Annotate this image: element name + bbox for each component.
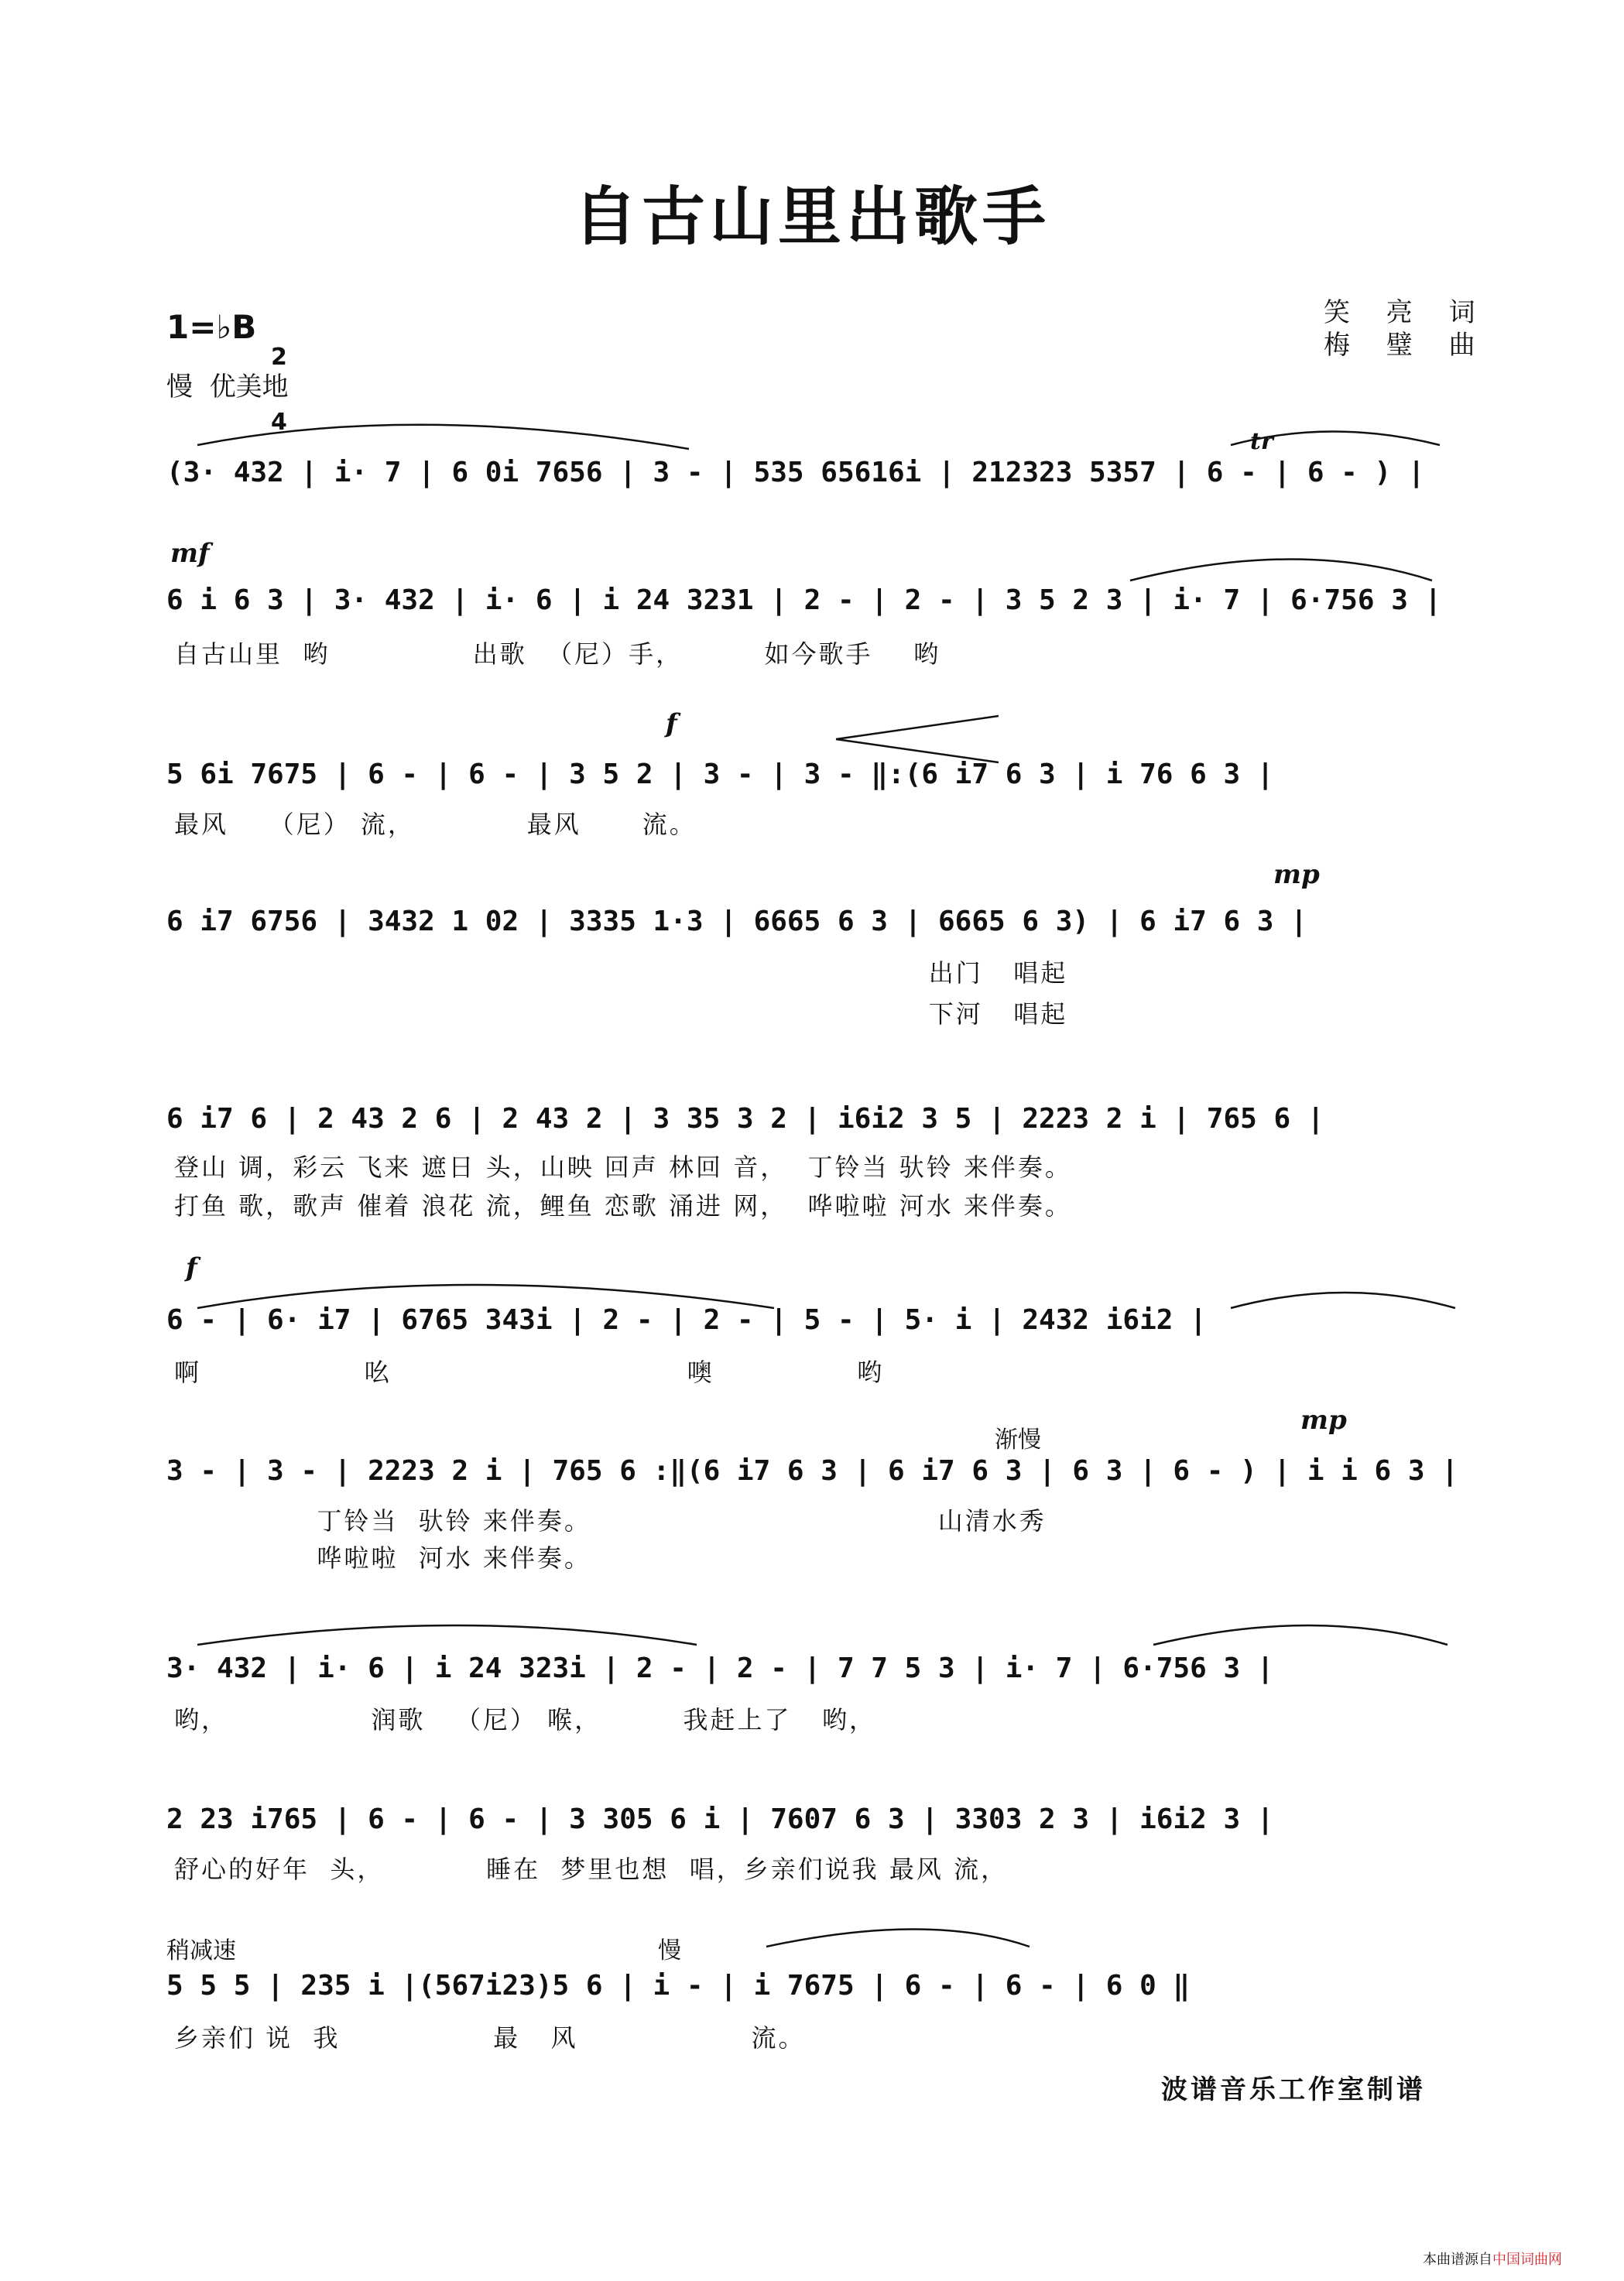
trill-mark: tr [1250, 428, 1273, 455]
dynamic-mark-mp: mp [1300, 1405, 1347, 1436]
lyric-line: 哟， 润歌 （尼） 喉， 我赶上了 哟， [174, 1705, 876, 1735]
lyric-line: 打鱼 歌，歌声 催着 浪花 流，鲤鱼 恋歌 涌进 网， 哗啦啦 河水 来伴奏。 [174, 1191, 1072, 1221]
staff-system-1: (3· 432 | i· 7 | 6 0i 7656 | 3 - | 535 65616i | 212323 5357 | 6 - | 6 - ) | [166, 457, 1425, 488]
staff-system-9: 2 23 i765 | 6 - | 6 - | 3 305 6 i | 7607 6 3 | 3303 2 3 | i6i2 3 | [166, 1803, 1274, 1835]
time-signature-bottom: 4 [271, 409, 287, 436]
staff-system-8: 3· 432 | i· 6 | i 24 323i | 2 - | 2 - | 7 7 5 3 | i· 7 | 6·756 3 | [166, 1653, 1274, 1684]
lyric-line: 出门 唱起 [174, 958, 1068, 988]
dynamic-mark-mp: mp [1273, 859, 1320, 890]
lyric-line: 乡亲们 说 我 最 风 流。 [174, 2023, 806, 2053]
lyric-line: 舒心的好年 头， 睡在 梦里也想 唱，乡亲们说我 最风 流， [174, 1855, 1009, 1884]
watermark-site: 中国词曲网 [1492, 2252, 1562, 2268]
dynamic-mark-mf: mf [170, 538, 210, 569]
staff-system-3: 5 6i 7675 | 6 - | 6 - | 3 5 2 | 3 - | 3 - ‖:(6 i7 6 3 | i 76 6 3 | [166, 759, 1274, 790]
staff-system-6: 6 - | 6· i7 | 6765 343i | 2 - | 2 - | 5 - | 5· i | 2432 i6i2 | [166, 1304, 1207, 1336]
lyric-line: 自古山里 哟 出歌 （尼）手， 如今歌手 哟 [174, 639, 941, 669]
lyric-line: 最风 （尼） 流， 最风 流。 [174, 810, 697, 839]
staff-system-10: 5 5 5 | 235 i |(567i23)5 6 | i - | i 7675 | 6 - | 6 - | 6 0 ‖ [166, 1970, 1191, 2002]
lyric-line: 啊 吆 噢 哟 [174, 1358, 885, 1387]
tempo-mark-slightly-slower: 稍减速 [166, 1937, 236, 1964]
lyric-line: 登山 调，彩云 飞来 遮日 头，山映 回声 林回 音， 丁铃当 驮铃 来伴奏。 [174, 1152, 1072, 1182]
lyricist-credit: 笑 亮 词 [1324, 297, 1489, 328]
source-watermark [1423, 2248, 1562, 2269]
dynamic-mark-f: f [666, 708, 677, 739]
key-signature: 1=♭B [166, 308, 257, 346]
composer-credit: 梅 璧 曲 [1324, 330, 1489, 361]
dynamic-mark-f: f [186, 1252, 197, 1283]
tempo-mark-rit: 渐慢 [995, 1426, 1041, 1454]
lyric-line: 下河 唱起 [174, 999, 1068, 1029]
time-signature-top: 2 [271, 344, 287, 371]
watermark-prefix: 本曲谱源自 [1423, 2252, 1492, 2268]
tempo-marking: 慢 优美地 [166, 372, 289, 402]
page-title: 自古山里出歌手 [573, 180, 1050, 254]
engraver-credit: 波谱音乐工作室制谱 [1161, 2074, 1426, 2105]
staff-system-7: 3 - | 3 - | 2223 2 i | 765 6 :‖(6 i7 6 3 | 6 i7 6 3 | 6 3 | 6 - ) | i i 6 3 | [166, 1455, 1458, 1487]
lyric-line: 丁铃当 驮铃 来伴奏。 山清水秀 [174, 1506, 1047, 1536]
staff-system-2: 6 i 6 3 | 3· 432 | i· 6 | i 24 3231 | 2 - | 2 - | 3 5 2 3 | i· 7 | 6·756 3 | [166, 584, 1442, 616]
lyric-line: 哗啦啦 河水 来伴奏。 [174, 1543, 591, 1573]
staff-system-5: 6 i7 6 | 2 43 2 6 | 2 43 2 | 3 35 3 2 | i6i2 3 5 | 2223 2 i | 765 6 | [166, 1103, 1324, 1135]
tempo-mark-slow: 慢 [658, 1937, 681, 1964]
staff-system-4: 6 i7 6756 | 3432 1 02 | 3335 1·3 | 6665 6 3 | 6665 6 3) | 6 i7 6 3 | [166, 906, 1307, 937]
